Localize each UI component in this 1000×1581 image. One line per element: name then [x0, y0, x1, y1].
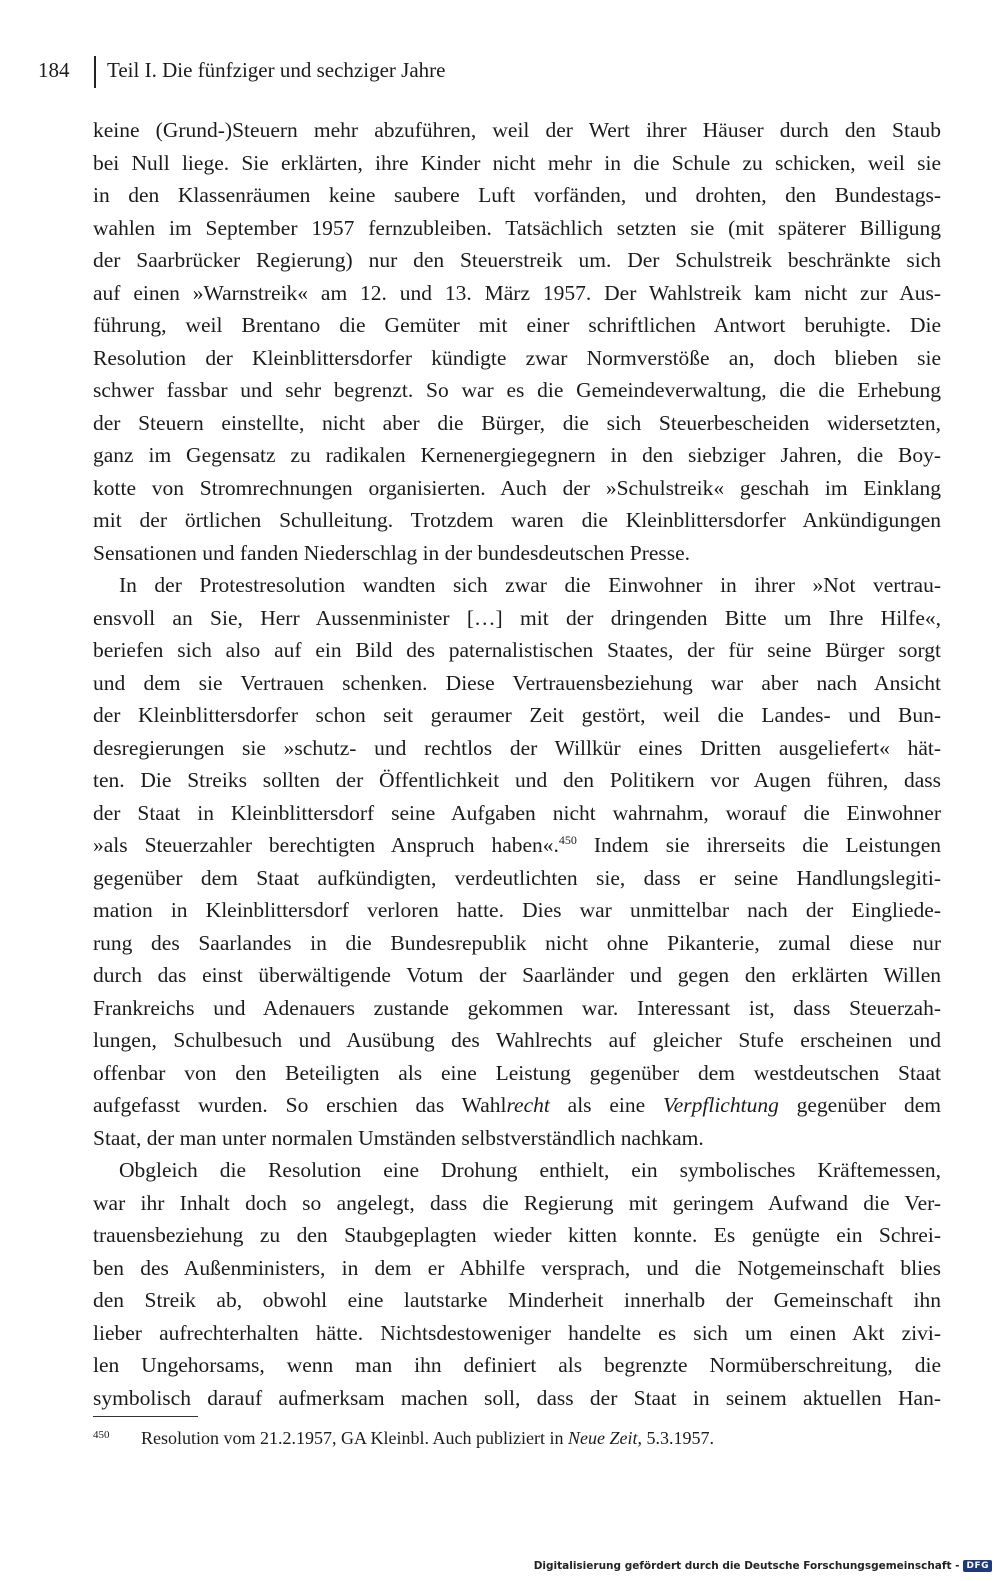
text-line: mation in Kleinblittersdorf verloren hatte. Dies war unmittelbar nach der Eingliede- — [93, 898, 941, 922]
page-number: 184 — [38, 58, 70, 82]
text-segment: Indem sie ihrerseits die Leistungen — [576, 833, 941, 857]
text-line: kotte von Stromrechnungen organisierten. Auch der »Schulstreik« geschah im Einklang — [93, 475, 941, 500]
text-line: Resolution der Kleinblittersdorfer kündigte zwar Normverstöße an, doch blieben sie — [93, 345, 941, 370]
text-line: gegenüber dem Staat aufkündigten, verdeutlichten sie, dass er seine Handlungslegiti- — [93, 865, 941, 890]
footnote-text: Resolution vom 21.2.1957, GA Kleinbl. Auch publiziert in — [141, 1428, 568, 1448]
text-line: In der Protestresolution wandten sich zwar die Einwohner in ihrer »Not vertrau- — [119, 573, 941, 597]
text-line: ensvoll an Sie, Herr Aussenminister […] mit der dringenden Bitte um Ihre Hilfe«, — [93, 605, 941, 630]
text-line: durch das einst überwältigende Votum der Saarländer und gegen den erklärten Willen — [93, 963, 941, 987]
text-line: in den Klassenräumen keine saubere Luft vorfänden, und drohten, den Bundestags- — [93, 183, 941, 207]
text-line: der Saarbrücker Regierung) nur den Steuerstreik um. Der Schulstreik beschränkte sich — [93, 248, 941, 272]
text-line: symbolisch darauf aufmerksam machen soll, dass der Staat in seinem aktuellen Han- — [93, 1385, 941, 1410]
text-line — [93, 1089, 941, 1122]
digitization-stamp — [534, 1557, 992, 1575]
text-line — [93, 829, 941, 862]
text-segment: aufgefasst wurden. So erschien das Wahl — [93, 1093, 507, 1117]
footnote-italic: Neue Zeit — [567, 1428, 638, 1448]
text-segment: »als Steuerzahler berechtigten Anspruch haben«. — [93, 833, 559, 857]
footnote-number: 450 — [93, 1429, 110, 1441]
text-line: und dem sie Vertrauen schenken. Diese Vertrauensbeziehung war aber nach Ansicht — [93, 670, 941, 695]
text-line: auf einen »Warnstreik« am 12. und 13. März 1957. Der Wahlstreik kam nicht zur Aus- — [93, 280, 941, 305]
text-segment: gegenüber dem — [778, 1093, 941, 1117]
text-line: Frankreichs und Adenauers zustande gekommen war. Interessant ist, dass Steuerzah- — [93, 995, 941, 1020]
text-line: lieber aufrechterhalten hätte. Nichtsdestoweniger handelte es sich um einen Akt zivi- — [93, 1320, 941, 1345]
text-line: ten. Die Streiks sollten der Öffentlichkeit und den Politikern vor Augen führen, dass — [93, 768, 941, 792]
italic-text: recht — [506, 1093, 550, 1117]
text-line: der Kleinblittersdorfer schon seit geraumer Zeit gestört, weil die Landes- und Bun- — [93, 703, 941, 727]
text-line: ben des Außenministers, in dem er Abhilfe versprach, und die Notgemeinschaft blies — [93, 1255, 941, 1280]
text-line: ganz im Gegensatz zu radikalen Kernenergiegegnern in den siebziger Jahren, die Boy- — [93, 443, 941, 467]
text-line: schwer fassbar und sehr begrenzt. So war es die Gemeindeverwaltung, die die Erhebung — [93, 378, 941, 402]
running-title: Teil I. Die fünfziger und sechziger Jahre — [107, 58, 446, 82]
text-line: rung des Saarlandes in die Bundesrepublik nicht ohne Pikanterie, zumal diese nur — [93, 930, 941, 955]
text-line: bei Null liege. Sie erklärten, ihre Kinder nicht mehr in die Schule zu schicken, weil sie — [93, 150, 941, 175]
text-line: der Staat in Kleinblittersdorf seine Aufgaben nicht wahrnahm, worauf die Einwohner — [93, 800, 941, 825]
text-line: keine (Grund-)Steuern mehr abzuführen, weil der Wert ihrer Häuser durch den Staub — [93, 118, 941, 142]
text-line: Sensationen und fanden Niederschlag in der bundesdeutschen Presse. — [93, 540, 691, 565]
text-line: mit der örtlichen Schulleitung. Trotzdem waren die Kleinblittersdorfer Ankündigungen — [93, 508, 941, 532]
footnote — [93, 1422, 941, 1451]
text-line: Obgleich die Resolution eine Drohung enthielt, ein symbolisches Kräftemessen, — [119, 1158, 941, 1182]
footnote-reference: 450 — [558, 833, 577, 847]
italic-text: Verpflichtung — [662, 1093, 779, 1117]
text-line: len Ungehorsams, wenn man ihn definiert als begrenzte Normüberschreitung, die — [93, 1353, 941, 1377]
header-divider — [94, 56, 96, 88]
dfg-logo: DFG — [963, 1560, 992, 1572]
text-segment: als eine — [549, 1093, 663, 1117]
text-line: trauensbeziehung zu den Staubgeplagten wieder kitten konnte. Es genügte ein Schrei- — [93, 1223, 941, 1247]
footnote-text: , 5.3.1957. — [637, 1428, 714, 1448]
text-line: beriefen sich also auf ein Bild des paternalistischen Staates, der für seine Bürger sorgt — [93, 638, 941, 662]
text-line: Staat, der man unter normalen Umständen selbstverständlich nachkam. — [93, 1125, 704, 1150]
body-text — [93, 114, 941, 1414]
stamp-text: Digitalisierung gefördert durch die Deutsche Forschungsgemeinschaft - — [533, 1560, 960, 1572]
text-line: war ihr Inhalt doch so angelegt, dass die Regierung mit geringem Aufwand die Ver- — [93, 1190, 941, 1215]
text-line: der Steuern einstellte, nicht aber die Bürger, die sich Steuerbescheiden widersetzten, — [93, 410, 941, 435]
text-line: desregierungen sie »schutz- und rechtlos der Willkür eines Dritten ausgeliefert« hät- — [93, 735, 941, 760]
text-line: wahlen im September 1957 fernzubleiben. Tatsächlich setzten sie (mit späterer Billigung — [93, 215, 941, 240]
text-line: lungen, Schulbesuch und Ausübung des Wahlrechts auf gleicher Stufe erscheinen und — [93, 1028, 941, 1052]
text-line: offenbar von den Beteiligten als eine Leistung gegenüber dem westdeutschen Staat — [93, 1060, 941, 1085]
footnote-divider — [93, 1416, 198, 1417]
text-line: führung, weil Brentano die Gemüter mit einer schriftlichen Antwort beruhigte. Die — [93, 313, 941, 337]
text-line: den Streik ab, obwohl eine lautstarke Minderheit innerhalb der Gemeinschaft ihn — [93, 1288, 941, 1312]
